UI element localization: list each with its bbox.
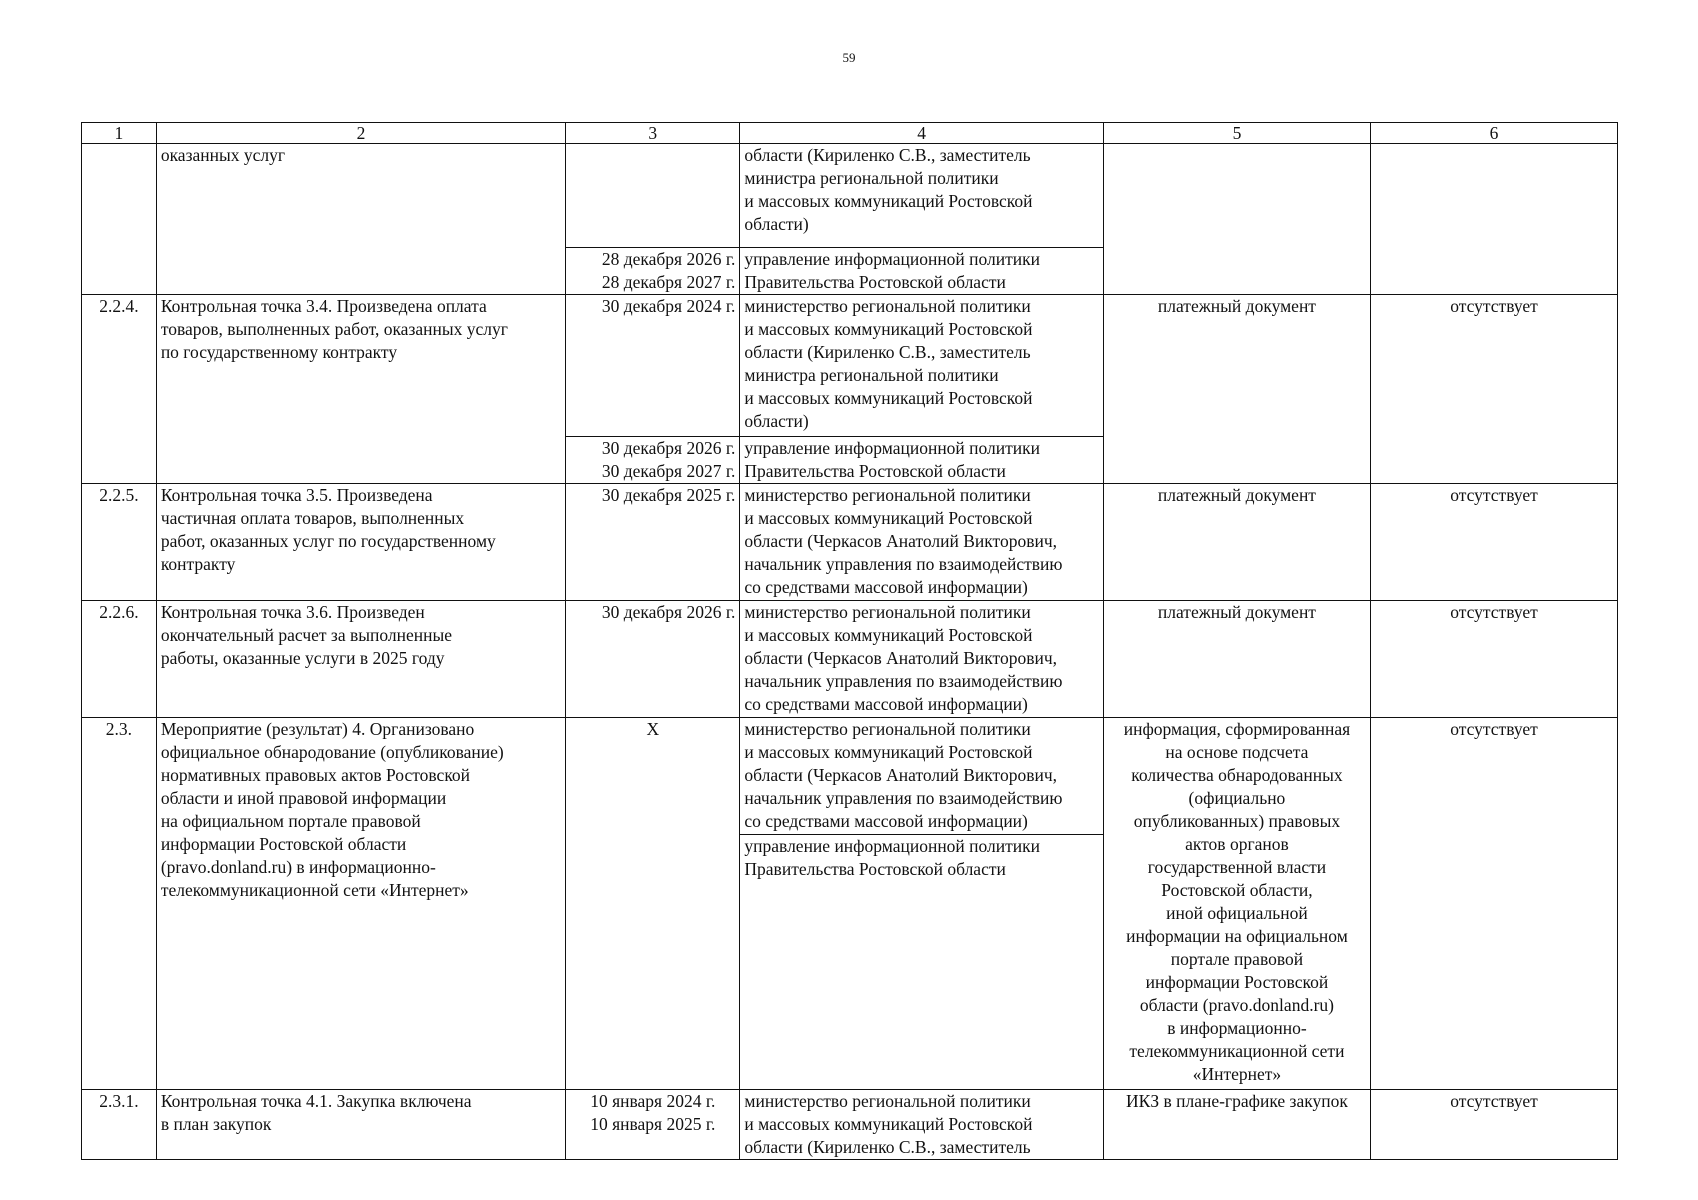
row-responsible: министерство региональной политики и массовых коммуникаций Ростовской области (Черкасов Анатолий Викторович, начальник управления по взаимодействию со средствами массовой информации)	[740, 718, 1103, 835]
row-name: Контрольная точка 4.1. Закупка включена в план закупок	[156, 1090, 565, 1160]
table-row	[82, 1090, 1618, 1160]
row-name: Контрольная точка 3.6. Произведен окончательный расчет за выполненные работы, оказанные услуги в 2025 году	[156, 601, 565, 718]
row-name: Контрольная точка 3.4. Произведена оплата товаров, выполненных работ, оказанных услуг по государственному контракту	[156, 295, 565, 484]
row-dates: 30 декабря 2026 г. 30 декабря 2027 г.	[566, 437, 740, 484]
column-header: 3	[566, 123, 740, 144]
row-document: платежный документ	[1103, 484, 1370, 601]
row-dates: 30 декабря 2026 г.	[566, 601, 740, 718]
row-responsible: министерство региональной политики и массовых коммуникаций Ростовской области (Кириленко С.В., заместитель министра региональной политики и массовых коммуникаций Ростовской области)	[740, 295, 1103, 437]
row-document: ИКЗ в плане-графике закупок	[1103, 1090, 1370, 1160]
row-responsible: управление информационной политики Правительства Ростовской области	[740, 248, 1103, 295]
column-header: 2	[156, 123, 565, 144]
row-dates: 28 декабря 2026 г. 28 декабря 2027 г.	[566, 248, 740, 295]
column-header: 5	[1103, 123, 1370, 144]
table-row	[82, 601, 1618, 718]
row-info-system: отсутствует	[1371, 1090, 1618, 1160]
row-name: Мероприятие (результат) 4. Организовано официальное обнародование (опубликование) нормативных правовых актов Ростовской области и иной правовой информации на официальном портале правовой информации Ростовской области (pravo.donland.ru) в информационно- телекоммуникационной сети «Интернет»	[156, 718, 565, 1090]
row-document	[1103, 144, 1370, 295]
row-document: информация, сформированная на основе подсчета количества обнародованных (официально опубликованных) правовых актов органов государственной власти Ростовской области, иной официальной информации на официальном портале правовой информации Ростовской области (pravo.donland.ru) в информационно- телекоммуникационной сети «Интернет»	[1103, 718, 1370, 1090]
row-number: 2.2.5.	[82, 484, 157, 601]
row-number: 2.3.	[82, 718, 157, 1090]
column-header: 1	[82, 123, 157, 144]
row-responsible: области (Кириленко С.В., заместитель министра региональной политики и массовых коммуникаций Ростовской области)	[740, 144, 1103, 248]
row-info-system: отсутствует	[1371, 295, 1618, 484]
row-number: 2.3.1.	[82, 1090, 157, 1160]
table-row	[82, 295, 1618, 437]
row-responsible: министерство региональной политики и массовых коммуникаций Ростовской области (Кириленко С.В., заместитель	[740, 1090, 1103, 1160]
row-number: 2.2.4.	[82, 295, 157, 484]
column-header: 6	[1371, 123, 1618, 144]
row-dates: 10 января 2024 г. 10 января 2025 г.	[566, 1090, 740, 1160]
row-info-system: отсутствует	[1371, 718, 1618, 1090]
row-responsible: управление информационной политики Правительства Ростовской области	[740, 835, 1103, 1090]
row-responsible: министерство региональной политики и массовых коммуникаций Ростовской области (Черкасов Анатолий Викторович, начальник управления по взаимодействию со средствами массовой информации)	[740, 601, 1103, 718]
row-document: платежный документ	[1103, 601, 1370, 718]
row-info-system: отсутствует	[1371, 601, 1618, 718]
page-number: 59	[842, 50, 856, 65]
column-header: 4	[740, 123, 1103, 144]
row-dates: 30 декабря 2025 г.	[566, 484, 740, 601]
row-responsible: министерство региональной политики и массовых коммуникаций Ростовской области (Черкасов Анатолий Викторович, начальник управления по взаимодействию со средствами массовой информации)	[740, 484, 1103, 601]
row-name: оказанных услуг	[156, 144, 565, 295]
row-dates	[566, 144, 740, 248]
row-name: Контрольная точка 3.5. Произведена частичная оплата товаров, выполненных работ, оказанных услуг по государственному контракту	[156, 484, 565, 601]
table-row	[82, 484, 1618, 601]
control-points-table	[81, 122, 1618, 1160]
table-row	[82, 144, 1618, 248]
table-header-row	[82, 123, 1618, 144]
row-number: 2.2.6.	[82, 601, 157, 718]
row-responsible: управление информационной политики Правительства Ростовской области	[740, 437, 1103, 484]
row-number	[82, 144, 157, 295]
row-dates: X	[566, 718, 740, 1090]
row-document: платежный документ	[1103, 295, 1370, 484]
row-dates: 30 декабря 2024 г.	[566, 295, 740, 437]
row-info-system: отсутствует	[1371, 484, 1618, 601]
row-info-system	[1371, 144, 1618, 295]
table-row	[82, 718, 1618, 835]
